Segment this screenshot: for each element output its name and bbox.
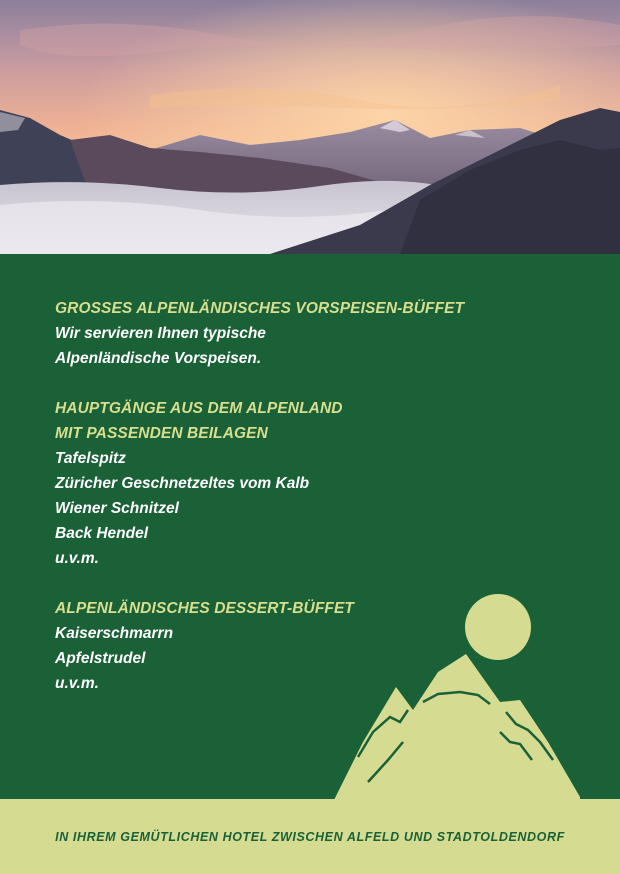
hero-photo: [0, 0, 620, 254]
hero-landscape-image: [0, 0, 620, 254]
menu-item: Wiener Schnitzel: [55, 500, 179, 517]
mountains-and-sun-icon: [328, 592, 590, 802]
menu-item: Back Hendel: [55, 525, 149, 542]
footer-text: IN IHREM GEMÜTLICHEN HOTEL ZWISCHEN ALFELD UND STADTOLDENDORF: [55, 829, 565, 844]
section-main-courses: [55, 396, 475, 571]
menu-item: u.v.m.: [55, 675, 99, 692]
sun-icon: [465, 594, 531, 660]
mountains-icon: [333, 654, 580, 802]
menu-item: Wir servieren Ihnen typische: [55, 325, 266, 342]
section-heading: HAUPTGÄNGE AUS DEM ALPENLAND: [55, 400, 343, 417]
menu-item: Kaiserschmarrn: [55, 625, 174, 642]
section-heading: GROSSES ALPENLÄNDISCHES VORSPEISEN-BÜFFET: [55, 300, 465, 317]
footer-bar: [0, 799, 620, 874]
menu-item: u.v.m.: [55, 550, 99, 567]
section-heading: ALPENLÄNDISCHES DESSERT-BÜFFET: [55, 600, 354, 617]
menu-item: Alpenländische Vorspeisen.: [55, 350, 262, 367]
section-starters: [55, 296, 475, 371]
menu-item: Apfelstrudel: [55, 650, 146, 667]
section-heading: MIT PASSENDEN BEILAGEN: [55, 425, 268, 442]
menu-item: Züricher Geschnetzeltes vom Kalb: [55, 475, 310, 492]
menu-item: Tafelspitz: [55, 450, 126, 467]
